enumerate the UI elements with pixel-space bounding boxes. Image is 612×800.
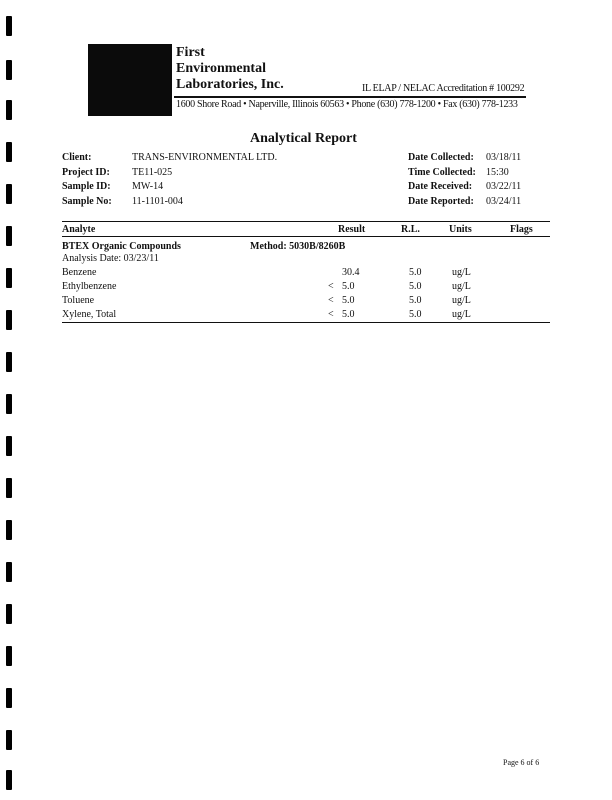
date-received-label: Date Received: bbox=[408, 181, 473, 192]
sample-id-value: MW-14 bbox=[132, 181, 164, 192]
company-name bbox=[176, 45, 284, 93]
punch-hole bbox=[6, 604, 12, 624]
group-name: BTEX Organic Compounds bbox=[62, 241, 181, 252]
row-qualifier: < bbox=[328, 309, 334, 320]
client-label: Client: bbox=[62, 152, 92, 163]
company-logo bbox=[88, 44, 172, 116]
time-collected-value: 15:30 bbox=[486, 167, 509, 178]
punch-hole bbox=[6, 730, 12, 750]
row-units: ug/L bbox=[452, 267, 471, 278]
row-result: 5.0 bbox=[342, 295, 355, 306]
date-received-value: 03/22/11 bbox=[486, 181, 522, 192]
row-units: ug/L bbox=[452, 281, 471, 292]
page-number: Page 6 of 6 bbox=[503, 758, 540, 767]
punch-hole bbox=[6, 60, 12, 80]
time-collected-label: Time Collected: bbox=[408, 167, 476, 178]
date-collected-label: Date Collected: bbox=[408, 152, 474, 163]
punch-hole bbox=[6, 562, 12, 582]
row-analyte: Xylene, Total bbox=[62, 309, 117, 320]
analysis-date: Analysis Date: 03/23/11 bbox=[62, 253, 159, 264]
accreditation-text: IL ELAP / NELAC Accreditation # 100292 bbox=[362, 83, 525, 94]
row-qualifier: < bbox=[328, 295, 334, 306]
date-collected-value: 03/18/11 bbox=[486, 152, 522, 163]
punch-hole bbox=[6, 478, 12, 498]
header-divider bbox=[174, 96, 526, 98]
date-reported-label: Date Reported: bbox=[408, 196, 474, 207]
row-rl: 5.0 bbox=[409, 295, 422, 306]
punch-hole bbox=[6, 770, 12, 790]
row-rl: 5.0 bbox=[409, 309, 422, 320]
row-result: 5.0 bbox=[342, 281, 355, 292]
punch-hole bbox=[6, 142, 12, 162]
row-units: ug/L bbox=[452, 295, 471, 306]
punch-hole bbox=[6, 268, 12, 288]
client-value: TRANS-ENVIRONMENTAL LTD. bbox=[132, 152, 278, 163]
sample-id-label: Sample ID: bbox=[62, 181, 111, 192]
punch-hole bbox=[6, 100, 12, 120]
row-rl: 5.0 bbox=[409, 267, 422, 278]
group-method: Method: 5030B/8260B bbox=[250, 241, 346, 252]
sample-no-value: 11-1101-004 bbox=[132, 196, 183, 207]
punch-hole bbox=[6, 688, 12, 708]
header-result: Result bbox=[338, 224, 366, 235]
row-units: ug/L bbox=[452, 309, 471, 320]
row-analyte: Benzene bbox=[62, 267, 97, 278]
row-result: 5.0 bbox=[342, 309, 355, 320]
punch-hole bbox=[6, 436, 12, 456]
date-reported-value: 03/24/11 bbox=[486, 196, 522, 207]
row-analyte: Toluene bbox=[62, 295, 95, 306]
punch-hole bbox=[6, 520, 12, 540]
punch-hole bbox=[6, 184, 12, 204]
company-address: 1600 Shore Road • Naperville, Illinois 60563 • Phone (630) 778-1200 • Fax (630) 778-1233 bbox=[176, 99, 518, 110]
project-id-value: TE11-025 bbox=[132, 167, 173, 178]
row-result: 30.4 bbox=[342, 267, 360, 278]
row-qualifier: < bbox=[328, 281, 334, 292]
table-top-rule bbox=[62, 221, 550, 222]
row-rl: 5.0 bbox=[409, 281, 422, 292]
company-name-line: Environmental bbox=[176, 61, 266, 76]
punch-hole bbox=[6, 226, 12, 246]
header-analyte: Analyte bbox=[62, 224, 96, 235]
header-flags: Flags bbox=[510, 224, 533, 235]
punch-hole bbox=[6, 352, 12, 372]
table-header-rule bbox=[62, 236, 550, 237]
sample-no-label: Sample No: bbox=[62, 196, 112, 207]
report-title: Analytical Report bbox=[250, 131, 357, 146]
row-analyte: Ethylbenzene bbox=[62, 281, 117, 292]
punch-hole bbox=[6, 310, 12, 330]
punch-hole bbox=[6, 646, 12, 666]
header-rl: R.L. bbox=[401, 224, 420, 235]
project-id-label: Project ID: bbox=[62, 167, 110, 178]
punch-hole bbox=[6, 394, 12, 414]
company-name-line: Laboratories, Inc. bbox=[176, 77, 284, 92]
punch-hole bbox=[6, 16, 12, 36]
table-bottom-rule bbox=[62, 322, 550, 323]
company-name-line: First bbox=[176, 45, 205, 60]
header-units: Units bbox=[449, 224, 472, 235]
